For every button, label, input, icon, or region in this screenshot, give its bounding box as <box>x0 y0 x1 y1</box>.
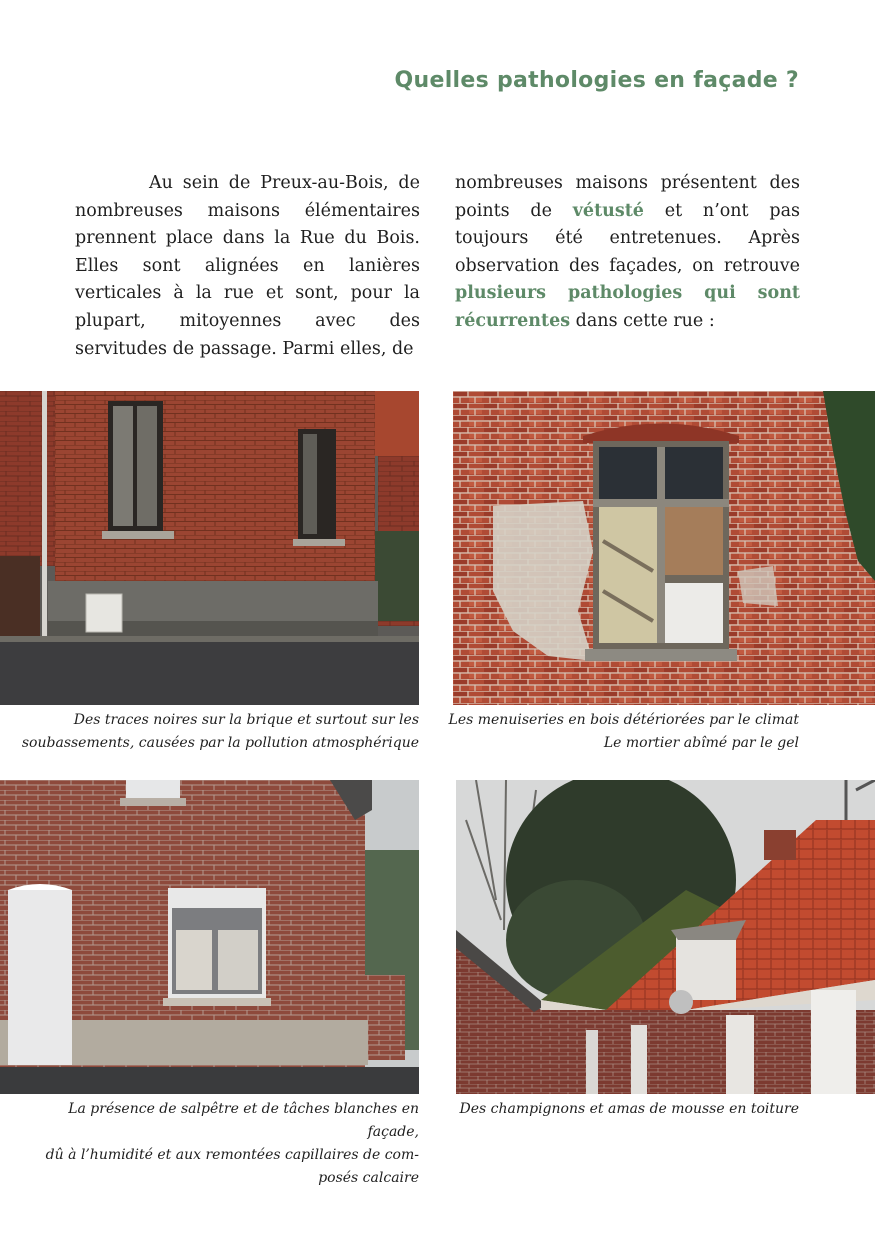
photo-moss-roof <box>456 780 875 1094</box>
highlight-vetuste: vétusté <box>572 200 644 221</box>
caption-line: dû à l’humidité et aux remontées capillaires de com- <box>45 1147 419 1163</box>
intro-text-2a: nombreuses maisons présentent des points de <box>455 173 800 221</box>
caption-line: posés calcaire <box>318 1170 419 1186</box>
intro-text-2e: dans cette rue : <box>570 310 715 331</box>
highlight-pathologies: plusieurs pathologies qui sont récurrentes <box>455 283 800 331</box>
page-title: Quelles pathologies en façade ? <box>394 68 799 93</box>
intro-text-2c: et n’ont pas toujours été entretenues. Après observation des façades, on retrouve <box>455 200 800 276</box>
intro-column-2 <box>455 170 800 336</box>
photo-saltpetre <box>0 780 419 1094</box>
caption-black-traces <box>19 709 419 755</box>
caption-line: Les menuiseries en bois détériorées par le climat <box>448 712 799 728</box>
intro-column-1 <box>75 170 420 363</box>
intro-text-1: Au sein de Preux-au-Bois, de nombreuses maisons élémentaires prennent place dans la Rue du Bois. Elles sont alignées en lanières verticales à la rue et sont, pour la plupart, mitoyennes avec des servitudes de passage. Parmi elles, de <box>75 173 420 359</box>
caption-line: soubassements, causées par la pollution atmosphérique <box>21 735 419 751</box>
caption-line: Des champignons et amas de mousse en toiture <box>459 1101 799 1117</box>
photo-black-traces <box>0 391 419 705</box>
caption-line: La présence de salpêtre et de tâches blanches en façade, <box>68 1101 419 1140</box>
photo-damaged-window <box>453 391 875 705</box>
caption-line: Le mortier abîmé par le gel <box>603 735 799 751</box>
caption-damaged-window <box>399 709 799 755</box>
caption-line: Des traces noires sur la brique et surtout sur les <box>73 712 419 728</box>
caption-saltpetre <box>19 1098 419 1190</box>
caption-moss-roof <box>399 1098 799 1121</box>
